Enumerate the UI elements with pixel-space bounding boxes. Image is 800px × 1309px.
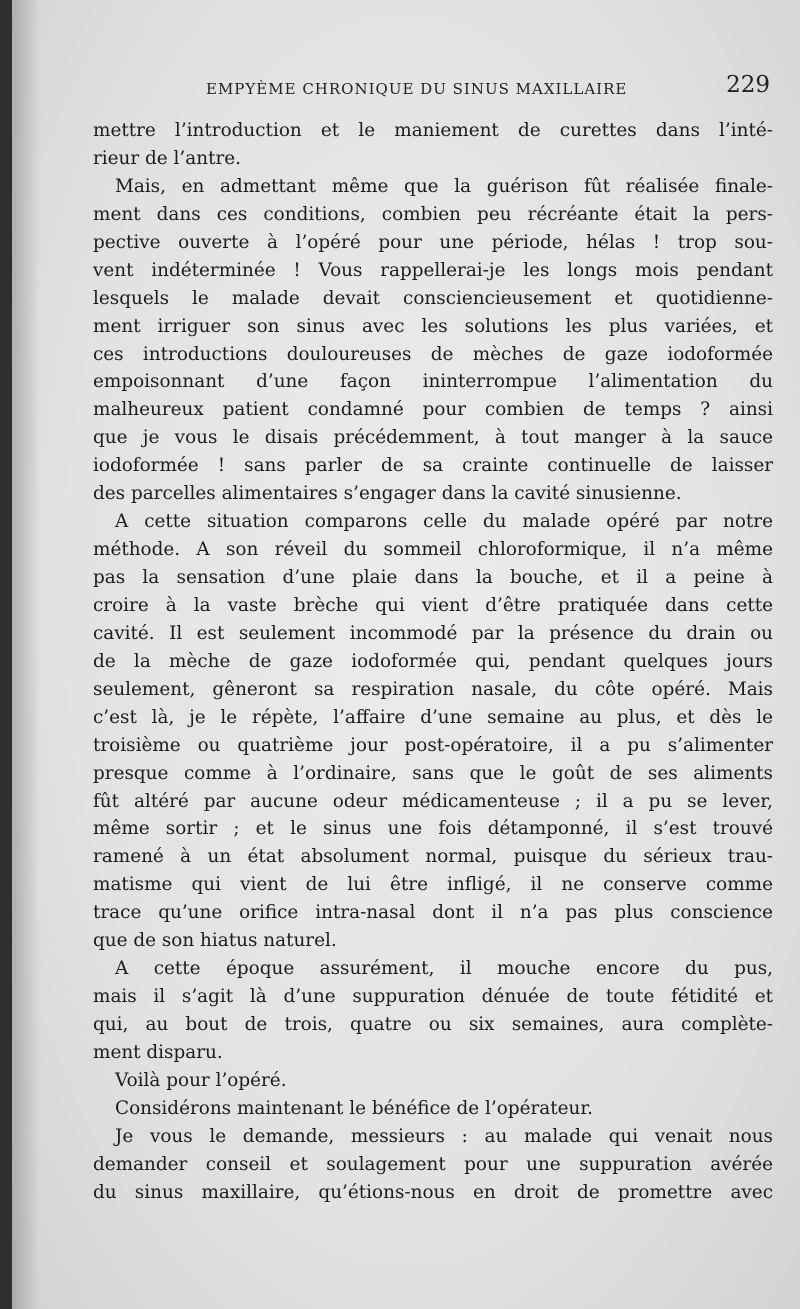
text-line: Considérons maintenant le bénéfice de l’opérateur. [115, 1097, 593, 1119]
page-number: 229 [726, 72, 770, 98]
text-line: ment dans ces conditions, combien peu récréante était la pers- [93, 203, 773, 225]
text-line: presque comme à l’ordinaire, sans que le goût de ses aliments [93, 762, 773, 784]
text-line: empoisonnant d’une façon ininterrompue l’alimentation du [93, 371, 773, 393]
page-header [100, 70, 770, 106]
text-line: pas la sensation d’une plaie dans la bouche, et il a peine à [93, 567, 773, 588]
text-line: même sortir ; et le sinus une fois détamponné, il s’est trouvé [93, 818, 773, 840]
text-line: Mais, en admettant même que la guérison fût réalisée finale- [115, 175, 773, 197]
text-line: rieur de l’antre. [93, 147, 241, 169]
text-line: malheureux patient condamné pour combien de temps ? ainsi [93, 399, 773, 421]
text-line: demander conseil et soulagement pour une suppuration avérée [93, 1153, 773, 1175]
text-line: méthode. A son réveil du sommeil chloroformique, il n’a même [93, 539, 773, 561]
text-line: ment irriguer son sinus avec les solutions les plus variées, et [93, 315, 773, 337]
text-line: troisième ou quatrième jour post-opératoire, il a pu s’alimenter [93, 734, 773, 756]
text-line: ces introductions douloureuses de mèches de gaze iodoformée [93, 343, 773, 365]
text-line: cavité. Il est seulement incommodé par la présence du drain ou [93, 622, 773, 644]
text-line: vent indéterminée ! Vous rappellerai-je les longs mois pendant [93, 259, 773, 281]
text-line: croire à la vaste brèche qui vient d’être pratiquée dans cette [93, 594, 773, 616]
text-line: qui, au bout de trois, quatre ou six semaines, aura complète- [93, 1014, 773, 1035]
text-line: trace qu’une orifice intra-nasal dont il n’a pas plus conscience [93, 902, 773, 924]
text-line: A cette époque assurément, il mouche encore du pus, [115, 958, 773, 980]
text-line: que de son hiatus naturel. [93, 930, 337, 952]
text-line: matisme qui vient de lui être infligé, il ne conserve comme [93, 874, 773, 896]
text-line: mettre l’introduction et le maniement de curettes dans l’inté- [93, 120, 773, 141]
text-line: A cette situation comparons celle du malade opéré par notre [115, 511, 773, 533]
text-line: seulement, gêneront sa respiration nasale, du côte opéré. Mais [93, 678, 773, 700]
text-line: que je vous le disais précédemment, à tout manger à la sauce [93, 427, 773, 449]
book-page [12, 0, 800, 1309]
page-gutter-shadow [12, 0, 40, 1309]
text-line: mais il s’agit là d’une suppuration dénuée de toute fétidité et [93, 986, 773, 1008]
text-line: lesquels le malade devait consciencieusement et quotidienne- [93, 287, 773, 309]
text-line: de la mèche de gaze iodoformée qui, pendant quelques jours [93, 650, 773, 672]
text-line: c’est là, je le répète, l’affaire d’une semaine au plus, et dès le [93, 706, 773, 728]
text-line: ramené à un état absolument normal, puisque du sérieux trau- [93, 846, 773, 868]
text-line: des parcelles alimentaires s’engager dans la cavité sinusienne. [93, 483, 682, 505]
text-line: pective ouverte à l’opéré pour une période, hélas ! trop sou- [93, 231, 773, 253]
running-title: EMPYÈME CHRONIQUE DU SINUS MAXILLAIRE [206, 80, 628, 98]
body-text [93, 117, 773, 1207]
text-line: Je vous le demande, messieurs : au malade qui venait nous [115, 1125, 773, 1147]
text-line: du sinus maxillaire, qu’étions-nous en droit de promettre avec [93, 1181, 773, 1203]
text-line: iodoformée ! sans parler de sa crainte continuelle de laisser [93, 455, 773, 477]
text-line: Voilà pour l’opéré. [115, 1069, 287, 1091]
text-line: fût altéré par aucune odeur médicamenteuse ; il a pu se lever, [93, 790, 773, 812]
text-line: ment disparu. [93, 1041, 223, 1063]
